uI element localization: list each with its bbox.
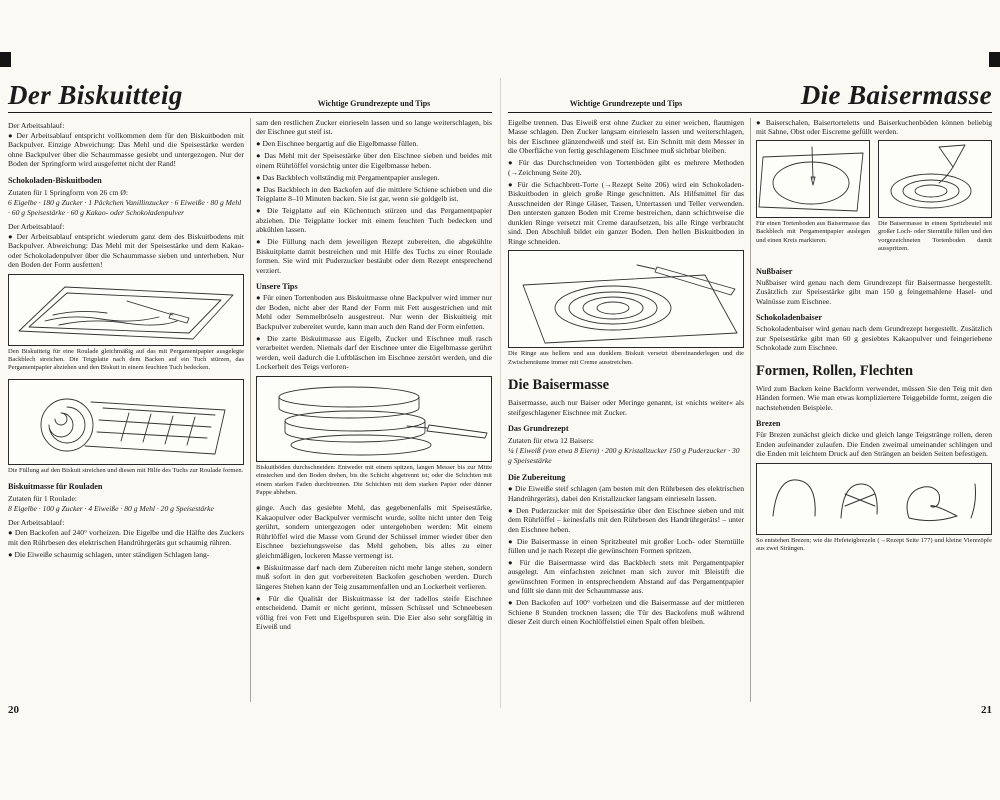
figure-caption: Die Baisermasse in einem Spritzbeutel mit großer Loch- oder Sterntülle füllen und den vorgezeichneten Tortenboden damit ausspritzen. bbox=[878, 219, 992, 253]
paragraph-continuation: Eigelbe trennen. Das Eiweiß erst ohne Zucker zu einer weichen, flaumigen Masse schlagen. Den Zucker langsam einrieseln lassen und weiterschlagen, bis der Eischnee glänzendweiß und steif ist. Ein Schnitt mit dem Messer in die Oberfläche von fertig geschlagenem Eischnee muß sichtbar bleiben. bbox=[508, 118, 744, 156]
paragraph: ● Für das Durchschneiden von Tortenböden gibt es mehrere Methoden (→Zeichnung Seite 20). bbox=[508, 158, 744, 177]
recipe-heading-schokoladen-biskuitboden: Schokoladen-Biskuitboden bbox=[8, 175, 102, 185]
figure-half-circle bbox=[756, 140, 870, 260]
page-number-left: 20 bbox=[8, 704, 19, 716]
column-divider bbox=[250, 118, 251, 702]
paragraph: ● Den Puderzucker mit der Speisestärke über den Eischnee sieben und mit dem Rührlöffel – keinesfalls mit den Rührbesen des Handrührgeräts! – unter den Eischnee heben. bbox=[508, 505, 744, 534]
cake-layers-illustration bbox=[257, 377, 491, 461]
recipe-heading-schokoladenbaiser: Schokoladenbaiser bbox=[756, 313, 822, 323]
paragraph: ● Die Baisermasse in einen Spritzbeutel mit großer Loch- oder Sterntülle füllen und je nach Rezept die gewünschten Formen spritzen. bbox=[508, 536, 744, 555]
baking-sheet-illustration bbox=[9, 275, 243, 345]
paragraph: Nußbaiser wird genau nach dem Grundrezept für Baisermasse hergestellt. Zusätzlich zur Speisestärke gibt man 150 g feingemahlene Hasel- und Walnüsse zum Eischnee. bbox=[756, 277, 992, 306]
figure-roulade-sheet bbox=[8, 274, 244, 346]
column-divider bbox=[750, 118, 751, 702]
section-heading-unsere-tips: Unsere Tips bbox=[256, 282, 298, 292]
piping-bag-illustration bbox=[879, 141, 991, 217]
paragraph: Für Brezen zunächst gleich dicke und gleich lange Teigstränge rollen, deren Enden aufeinander zulaufen. Die Enden zweimal umeinander schlingen und die Enden mit leichtem Druck auf den Strängen an beiden Seiten befestigen. bbox=[756, 430, 992, 459]
page-title-baisermasse: Die Baisermasse bbox=[800, 80, 992, 110]
paragraph: ● Der Arbeitsablauf entspricht wiederum ganz dem des Biskuitbodens mit Backpulver. Abweichung: Das Mehl mit der Speisestärke und dem Kakao- oder Schokoladenpulver über die Schaummasse sieben und unterheben. Nur den Boden der Form ausfetten! bbox=[8, 231, 244, 270]
figure-layer-cutting bbox=[256, 376, 492, 462]
ingredients-list: ¼ l Eiweiß (von etwa 8 Eiern) · 200 g Kristallzucker 150 g Puderzucker · 30 g Speisestärke bbox=[508, 446, 740, 466]
paragraph: ● Die Füllung nach dem jeweiligen Rezept zubereiten, die abgekühlte Biskuitplatte damit bestreichen und mit Hilfe des Tuchs zu einer Roulade formen. Sie wird mit Puderzucker bestäubt oder dem Rezept entsprechend verziert. bbox=[256, 237, 492, 275]
parchment-circle-illustration bbox=[757, 141, 869, 217]
paragraph: ● Für die Schachbrett-Torte (→Rezept Seite 206) wird ein Schokoladen-Biskuitboden in gleich große Ringe geschnitten. Als Hilfsmittel für das Ausschneiden der Ringe Gläser, Tassen, Untertassen und Teller verwenden. Den untersten ganzen Boden mit Creme bestreichen, dann schichtweise die dunklen Ringe versetzt mit Creme daraufsetzen, bis alle Ringe verbraucht sind. Den Abschluß bildet ein ganzer Boden. Den hellen Biskuitboden in Ringe schneiden. bbox=[508, 179, 744, 246]
crop-mark-left bbox=[0, 52, 11, 67]
section-headline-baisermasse: Die Baisermasse bbox=[508, 377, 610, 394]
right-page-columns bbox=[508, 118, 992, 702]
page-right-header bbox=[508, 76, 992, 113]
paragraph: Baisermasse, auch nur Baiser oder Meringe genannt, ist »nichts weiter« als steifgeschlagener Eischnee mit Zucker. bbox=[508, 398, 744, 417]
section-heading-brezen: Brezen bbox=[756, 419, 781, 429]
figure-half-piping bbox=[878, 140, 992, 260]
crop-mark-right bbox=[989, 52, 1000, 67]
column-1 bbox=[8, 118, 244, 702]
paragraph: ● Das Backblech in den Backofen auf die mittlere Schiene schieben und die Teigplatte 8–10 Minuten backen. Sie ist gar, wenn sie goldgelb ist. bbox=[256, 184, 492, 204]
paragraph-continuation: ginge. Auch das gesiebte Mehl, das gegebenenfalls mit Speisestärke, Kakaopulver oder Backpulver vermischt wurde, sollte nicht unter den Teig gerührt, sondern untergezogen oder untergehoben werden: Mit einem Rührlöffel wird die Masse vom Grund der Schüssel immer wieder über den Eischnee beziehungsweise das Mehl gehoben, bis alles zu einer gleichmäßigen, lockeren Masse vermengt ist. bbox=[256, 503, 492, 560]
figure-caption: Den Biskuitteig für eine Roulade gleichmäßig auf das mit Pergamentpapier ausgelegte Backblech streichen. Die Teigplatte nach dem Backen auf ein Tuch stürzen, das Pergamentpapier abziehen und den Biskuit in einem feuchten Tuch bedecken. bbox=[8, 347, 244, 372]
biscuit-rings-illustration bbox=[509, 251, 743, 347]
paragraph: ● Für die Qualität der Biskuitmasse ist der tadellos steife Eischnee entscheidend. Damit er nicht gerinnt, müssen Schüssel und Schneebesen völlig frei von Fett und Eigelbspuren sein. Die Eier also sehr sorgfältig in Eiweiß und bbox=[256, 593, 492, 632]
workflow-label: Der Arbeitsablauf: bbox=[8, 121, 65, 130]
page-title-biskuitteig: Der Biskuitteig bbox=[8, 80, 183, 110]
recipe-heading-nussbaiser: Nußbaiser bbox=[756, 266, 793, 276]
roulade-illustration bbox=[9, 380, 243, 464]
ingredients-list: 6 Eigelbe · 180 g Zucker · 1 Päckchen Vanillinzucker · 6 Eiweiße · 80 g Mehl · 60 g Speisestärke · 60 g Kakao- oder Schokoladenpulver bbox=[8, 197, 242, 217]
column-2 bbox=[256, 118, 492, 702]
paragraph: ● Den Eischnee bergartig auf die Eigelbmasse füllen. bbox=[256, 139, 419, 149]
page-number-right: 21 bbox=[981, 704, 992, 716]
ingredients-label: Zutaten für etwa 12 Baisers: bbox=[508, 436, 595, 446]
paragraph: ● Der Arbeitsablauf entspricht vollkommen dem für den Biskuitboden mit Backpulver. Einzige Abweichung: Das Mehl und die Speisestärke werden ohne Backpulver über die Schaummasse gesiebt und untergezogen. Nur der Boden der Springform wird ausgefettet nicht der Rand! bbox=[8, 131, 244, 169]
figure-caption: Für einen Tortenboden aus Baisermasse das Backblech mit Pergamentpapier auslegen und einen Kreis markieren. bbox=[756, 219, 870, 244]
page-left-header bbox=[8, 76, 492, 113]
ingredients-list: 8 Eigelbe · 100 g Zucker · 4 Eiweiße · 80 g Mehl · 20 g Speisestärke bbox=[8, 504, 214, 514]
paragraph: ● Die Eiweiße steif schlagen (am besten mit den Rührbesen des elektrischen Handrührgeräts), dabei den Kristallzucker langsam einrieseln lassen. bbox=[508, 484, 744, 503]
workflow-label: Der Arbeitsablauf: bbox=[8, 518, 65, 528]
section-heading-grundrezept: Das Grundrezept bbox=[508, 424, 569, 434]
column-4 bbox=[756, 118, 992, 702]
ingredients-label: Zutaten für 1 Springform von 26 cm Ø: bbox=[8, 187, 129, 197]
paragraph: ● Die Eiweiße schaumig schlagen, unter ständigen Schlagen lang- bbox=[8, 549, 210, 559]
paragraph: ● Für einen Tortenboden aus Biskuitmasse ohne Backpulver wird immer nur der Boden, nicht aber der Rand der Form mit Fett ausgestrichen und mit Mehl oder Semmelbröseln ausgestreut. Nur wenn der Biskuitteig mit Backpulver zubereitet wurde, kann man auch den Rand der Form einfetten. bbox=[256, 293, 492, 331]
figure-caption: Biskuitböden durchschneiden: Entweder mit einem spitzen, langen Messer bis zur Mitte einstechen und den Boden drehen, bis die Schicht abgetrennt ist; oder die Schichten mit einem starken Faden durchtrennen. Die Schichten mit dem starken Papier oder dünner Pappe abheben. bbox=[256, 463, 492, 496]
figure-roulade-roll bbox=[8, 379, 244, 465]
paragraph: Wird zum Backen keine Backform verwendet, müssen Sie den Teig mit den Händen formen. Wie man etwas kompliziertere Teiggebilde formt, zeigen die nachstehenden Beispiele. bbox=[756, 383, 992, 412]
paragraph: ● Den Backofen auf 100° vorheizen und die Baisermasse auf der mittleren Schiene 8 Stunden trocknen lassen; die Tür des Backofens muß während dieser Zeit durch einen Kochlöffelstiel einen Spalt offen bleiben. bbox=[508, 598, 744, 627]
figure-baiser-piping bbox=[878, 140, 992, 218]
running-header-right: Wichtige Grundrezepte und Tips bbox=[569, 99, 683, 108]
section-heading-zubereitung: Die Zubereitung bbox=[508, 473, 566, 483]
paragraph: Schokoladenbaiser wird genau nach dem Grundrezept hergestellt. Zusätzlich zur Speisestärke gibt man 60 g gesiebtes Kakaopulver und feingeriebene Schokolade zum Eischnee. bbox=[756, 324, 992, 353]
figure-checkerboard-rings bbox=[508, 250, 744, 348]
running-header-left: Wichtige Grundrezepte und Tips bbox=[317, 99, 431, 108]
figure-baiser-circle bbox=[756, 140, 870, 218]
section-headline-formen-rollen-flechten: Formen, Rollen, Flechten bbox=[756, 362, 914, 379]
paragraph: ● Biskuitmasse darf nach dem Zubereiten nicht mehr lange stehen, sondern muß sofort in den gut vorbereiteten Backofen geschoben werden. Durch längeres Stehen kann der Teig zusammenfallen und an Lockerheit verlieren. bbox=[256, 562, 492, 591]
left-page-columns bbox=[8, 118, 492, 702]
ingredients-label: Zutaten für 1 Roulade: bbox=[8, 494, 77, 504]
paragraph: ● Das Mehl mit der Speisestärke über den Eischnee sieben und beides mit einem Rührlöffel vorsichtig unter die Eigelbmasse heben. bbox=[256, 151, 492, 170]
recipe-heading-biskuitmasse-rouladen: Biskuitmasse für Rouladen bbox=[8, 482, 103, 492]
paragraph: ● Für die Baisermasse wird das Backblech stets mit Pergamentpapier ausgelegt. Am einfachsten zeichnet man sich zuvor mit Bleistift die gewünschten Formen in entsprechendem Abstand auf das Pergamentpapier und füllt sie dann mit der Schaummasse aus. bbox=[508, 557, 744, 596]
paragraph-continuation: sam den restlichen Zucker einrieseln lassen und so lange weiterschlagen, bis der Eischnee gut steif ist. bbox=[256, 118, 492, 137]
figure-caption: Die Ringe aus hellem und aus dunklem Biskuit versetzt übereinanderlegen und die Zwischenräume immer mit Creme ausstreichen. bbox=[508, 350, 744, 366]
page-left bbox=[8, 76, 492, 718]
paragraph: ● Die zarte Biskuitmasse aus Eigelb, Zucker und Eischnee muß rasch verarbeitet werden. Niemals darf der Eischnee unter die Eigelbmasse gerührt werden, weil dadurch die Luftbläschen im Eischnee zerstört werden, und die Lockerheit des Teigs verloren- bbox=[256, 333, 492, 372]
column-3 bbox=[508, 118, 744, 702]
page-fold-divider bbox=[500, 78, 501, 708]
paragraph: ● Das Backblech vollständig mit Pergamentpapier auslegen. bbox=[256, 172, 440, 182]
figure-pretzel-steps bbox=[756, 463, 992, 535]
figure-caption: So entstehen Brezen; wie die Hefeteigbrezeln (→Rezept Seite 177) und kleine Vierezöpfe aus zwei Strängen. bbox=[756, 536, 992, 553]
pretzel-forming-illustration bbox=[757, 464, 991, 534]
figure-caption: Die Füllung auf den Biskuit streichen und diesen mit Hilfe des Tuchs zur Roulade formen. bbox=[8, 466, 244, 474]
paragraph: ● Die Teigplatte auf ein Küchentuch stürzen und das Pergamentpapier abziehen. Die Teigplatte locker mit einem feuchten Tuch bedecken und abkühlen lassen. bbox=[256, 206, 492, 235]
paragraph: ● Baiserschalen, Baisertorteletts und Baiserkuchenböden können beliebig mit Sahne, Obst oder Eiscreme gefüllt werden. bbox=[756, 118, 992, 137]
page-right bbox=[508, 76, 992, 718]
workflow-label: Der Arbeitsablauf: bbox=[8, 221, 65, 231]
figure-pair-baiser bbox=[756, 140, 992, 260]
paragraph: ● Den Backofen auf 240° vorheizen. Die Eigelbe und die Hälfte des Zuckers mit den Rührbesen des elektrischen Handrührgeräts gut schaumig rühren. bbox=[8, 528, 244, 547]
